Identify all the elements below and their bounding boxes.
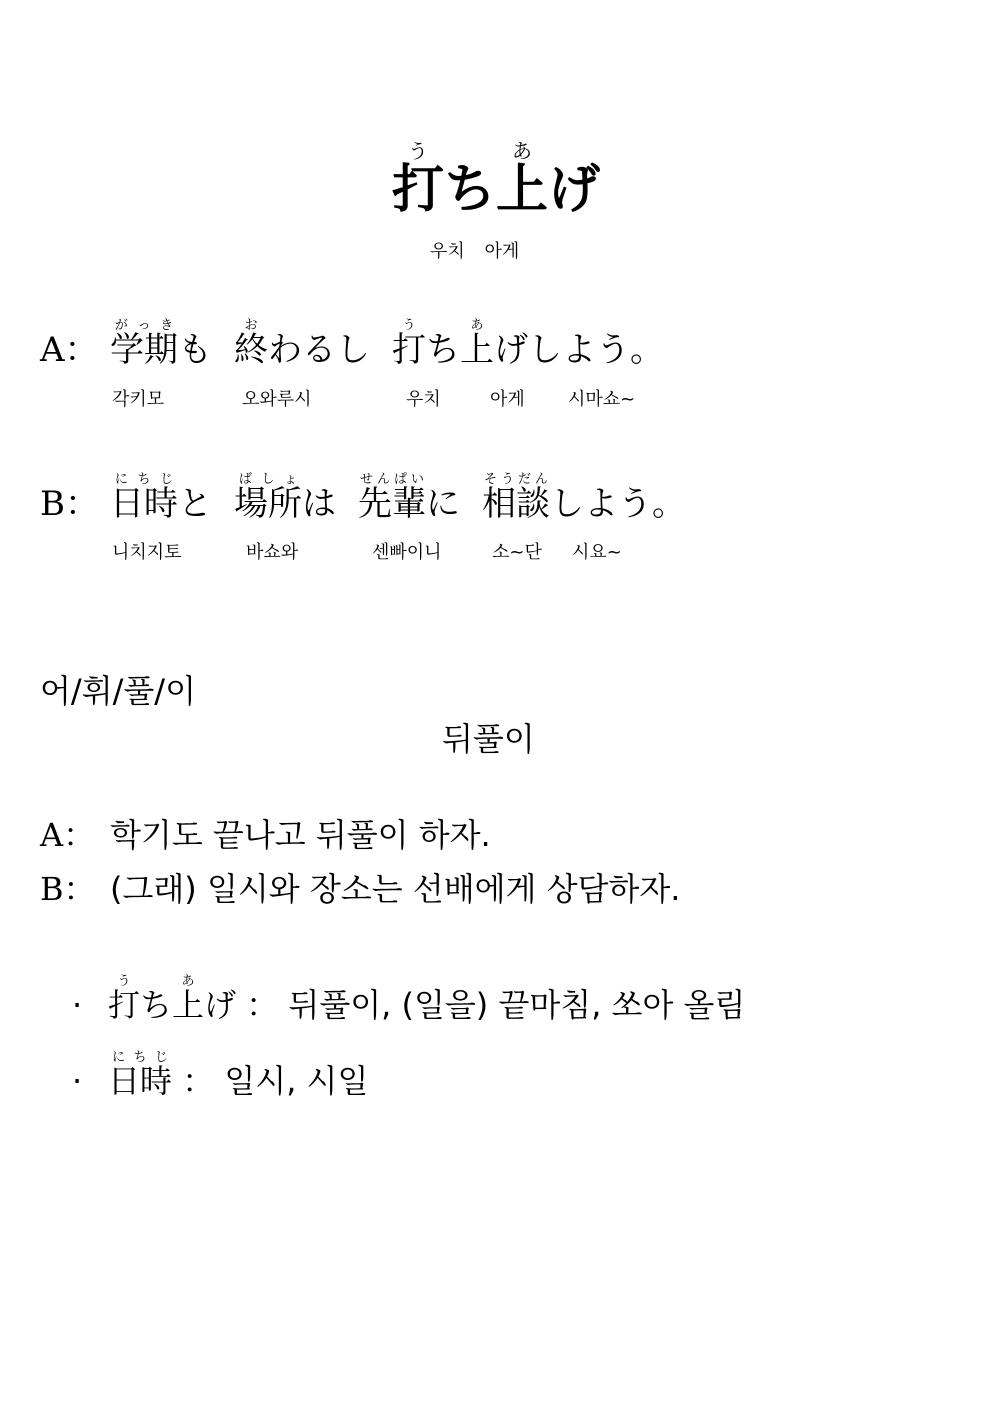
reading-b-2: 바쇼와 [246, 542, 299, 563]
title-kana-1: ち [443, 159, 496, 220]
reading-a-4: 아게 [490, 389, 525, 410]
vocab-heading: 어/휘/풀/이 [40, 672, 196, 710]
reading-a-1: 각키모 [112, 389, 165, 410]
vocab-word: 뒤풀이 [442, 720, 535, 758]
reading-b-4: 소~단 [492, 542, 542, 563]
translation-line-b: B： (그래) 일시와 장소는 선배에게 상담하자. [40, 870, 681, 908]
title-kanji-2: 上あ [496, 139, 549, 220]
speaker-a: A： [40, 330, 99, 370]
reading-a-3: 우치 [406, 389, 441, 410]
speaker-b: B： [40, 484, 99, 524]
title-reading: 우치 아게 [430, 241, 520, 262]
dialogue-line-b: B： 日時にちじと 場所ばしょは 先輩せんぱいに 相談そうだんしよう。 [40, 472, 686, 524]
reading-a-5: 시마쇼~ [568, 389, 636, 410]
title-kanji-1: 打う [391, 139, 444, 220]
reading-a-2: 오와루시 [242, 389, 312, 410]
reading-b-3: 센빠이니 [372, 542, 442, 563]
translation-line-a: A： 학기도 끝나고 뒤풀이 하자. [40, 816, 491, 854]
reading-b-5: 시요~ [572, 542, 622, 563]
vocab-bullet-1: · 打うち上あげ ： 뒤풀이, (일을) 끝마침, 쏘아 올림 [72, 974, 746, 1024]
title-furigana-2: あ [496, 139, 548, 163]
reading-b-1: 니치지토 [112, 542, 182, 563]
title-furigana-1: う [391, 139, 444, 163]
vocab-bullet-2: · 日時にちじ ： 일시, 시일 [72, 1050, 369, 1100]
page-title [0, 139, 992, 220]
dialogue-line-a: A： 学期がっきも 終おわるし 打うち上あげしよう。 [40, 318, 664, 370]
title-kana-2: げ [548, 159, 601, 220]
